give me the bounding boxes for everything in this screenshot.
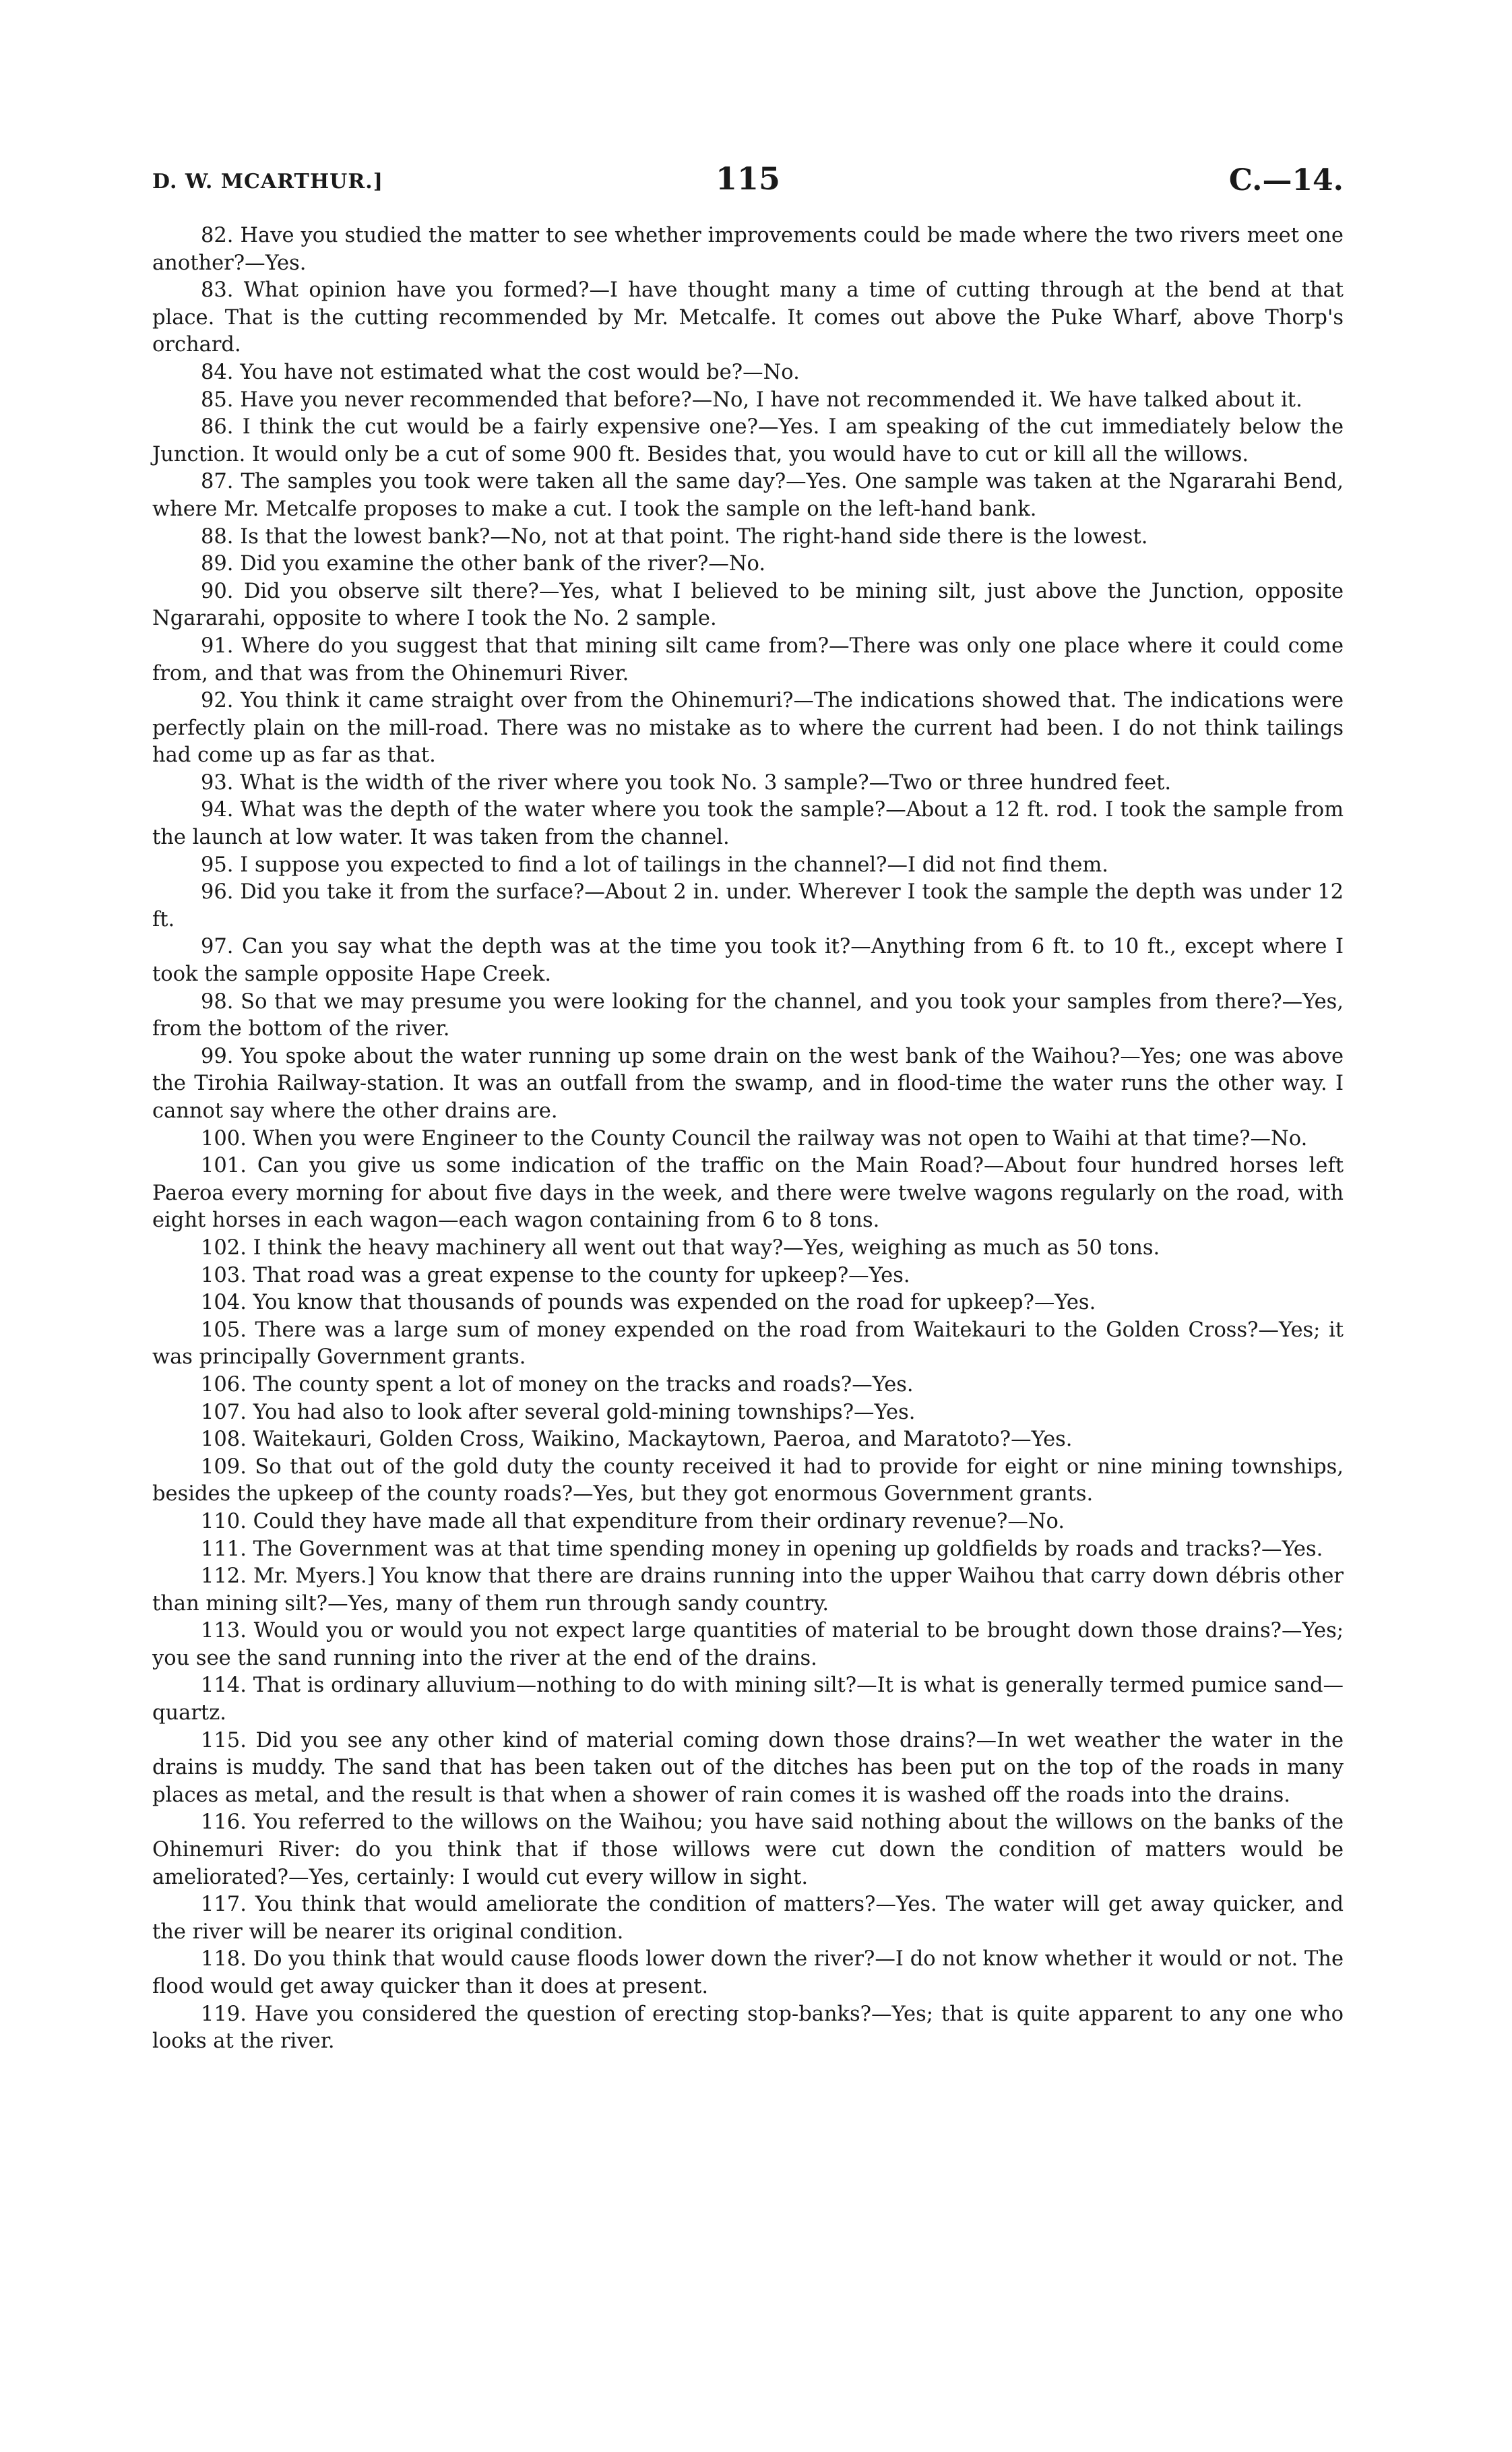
question-82: 82. Have you studied the matter to see whether improvements could be made where the two rivers meet one another?—Yes. bbox=[152, 224, 1344, 275]
question-87: 87. The samples you took were taken all the same day?—Yes. One sample was taken at the Ngararahi Bend, where Mr. Metcalfe proposes to make a cut. I took the sample on the left-hand bank. bbox=[152, 470, 1344, 521]
question-112: 112. Mr. Myers.] You know that there are drains running into the upper Waihou that carry down débris other than mining silt?—Yes, many of them run through sandy country. bbox=[152, 1564, 1344, 1616]
question-94: 94. What was the depth of the water where you took the sample?—About a 12 ft. rod. I took the sample from the launch at low water. It was taken from the channel. bbox=[152, 798, 1344, 850]
question-102: 102. I think the heavy machinery all went out that way?—Yes, weighing as much as 50 tons. bbox=[201, 1235, 1160, 1260]
question-85: 85. Have you never recommended that before?—No, I have not recommended it. We have talked about it. bbox=[201, 388, 1302, 412]
question-114: 114. That is ordinary alluvium—nothing to do with mining silt?—It is what is generally termed pumice sand—quartz. bbox=[152, 1674, 1344, 1725]
question-99: 99. You spoke about the water running up some drain on the west bank of the Waihou?—Yes; one was above the Tirohia Railway-station. It was an outfall from the swamp, and in flood-time the water runs the other way. I cannot say where the other drains are. bbox=[152, 1044, 1344, 1123]
question-105: 105. There was a large sum of money expended on the road from Waitekauri to the Golden Cross?—Yes; it was principally Government grants. bbox=[152, 1318, 1344, 1370]
question-88: 88. Is that the lowest bank?—No, not at that point. The right-hand side there is the lowest. bbox=[201, 524, 1148, 549]
question-107: 107. You had also to look after several gold-mining townships?—Yes. bbox=[201, 1400, 916, 1424]
question-98: 98. So that we may presume you were looking for the channel, and you took your samples from there?—Yes, from the bottom of the river. bbox=[152, 989, 1344, 1041]
question-104: 104. You know that thousands of pounds was expended on the road for upkeep?—Yes. bbox=[201, 1291, 1096, 1315]
question-96: 96. Did you take it from the surface?—About 2 in. under. Wherever I took the sample the depth was under 12 ft. bbox=[152, 880, 1344, 931]
question-103: 103. That road was a great expense to the county for upkeep?—Yes. bbox=[201, 1263, 910, 1287]
document-page bbox=[152, 0, 1344, 2452]
question-118: 118. Do you think that would cause floods lower down the river?—I do not know whether it would or not. The flood would get away quicker than it does at present. bbox=[152, 1947, 1344, 1998]
question-86: 86. I think the cut would be a fairly expensive one?—Yes. I am speaking of the cut immediately below the Junction. It would only be a cut of some 900 ft. Besides that, you would have to cut or kill all the willows. bbox=[152, 415, 1344, 466]
question-100: 100. When you were Engineer to the County Council the railway was not open to Waihi at that time?—No. bbox=[201, 1126, 1308, 1151]
question-117: 117. You think that would ameliorate the condition of matters?—Yes. The water will get away quicker, and the river will be nearer its original condition. bbox=[152, 1893, 1344, 1944]
question-91: 91. Where do you suggest that that mining silt came from?—There was only one place where it could come from, and that was from the Ohinemuri River. bbox=[152, 634, 1344, 685]
witness-name: D. W. MCARTHUR.] bbox=[152, 170, 383, 193]
question-115: 115. Did you see any other kind of material coming down those drains?—In wet weather the water in the drains is muddy. The sand that has been taken out of the ditches has been put on the top of the roads in many places as metal, and the result is that when a shower of rain comes it is washed off the roads into the drains. bbox=[152, 1728, 1344, 1807]
question-113: 113. Would you or would you not expect large quantities of material to be brought down those drains?—Yes; you see the sand running into the river at the end of the drains. bbox=[152, 1619, 1344, 1670]
question-92: 92. You think it came straight over from the Ohinemuri?—The indications showed that. The indications were perfectly plain on the mill-road. There was no mistake as to where the current had been. I do not think tailings had come up as far as that. bbox=[152, 689, 1344, 768]
question-111: 111. The Government was at that time spending money in opening up goldfields by roads and tracks?—Yes. bbox=[201, 1537, 1323, 1561]
testimony-body bbox=[152, 222, 1344, 2056]
page-number: 115 bbox=[715, 160, 781, 197]
question-93: 93. What is the width of the river where you took No. 3 sample?—Two or three hundred feet. bbox=[201, 770, 1172, 795]
document-reference: C.—14. bbox=[1228, 163, 1344, 197]
question-83: 83. What opinion have you formed?—I have thought many a time of cutting through at the bend at that place. That is the cutting recommended by Mr. Metcalfe. It comes out above the Puke Wharf, above Thorp's orchard. bbox=[152, 278, 1344, 357]
question-109: 109. So that out of the gold duty the county received it had to provide for eight or nine mining townships, besides the upkeep of the county roads?—Yes, but they got enormous Government grants. bbox=[152, 1454, 1344, 1506]
question-119: 119. Have you considered the question of erecting stop-banks?—Yes; that is quite apparent to any one who looks at the river. bbox=[152, 2002, 1344, 2054]
question-89: 89. Did you examine the other bank of the river?—No. bbox=[201, 552, 766, 576]
question-84: 84. You have not estimated what the cost would be?—No. bbox=[201, 360, 800, 384]
question-97: 97. Can you say what the depth was at the time you took it?—Anything from 6 ft. to 10 ft., except where I took the sample opposite Hape Creek. bbox=[152, 935, 1344, 987]
question-95: 95. I suppose you expected to find a lot of tailings in the channel?—I did not find them. bbox=[201, 853, 1109, 877]
question-106: 106. The county spent a lot of money on the tracks and roads?—Yes. bbox=[201, 1372, 914, 1397]
question-90: 90. Did you observe silt there?—Yes, what I believed to be mining silt, just above the Junction, opposite Ngararahi, opposite to where I took the No. 2 sample. bbox=[152, 579, 1344, 631]
question-101: 101. Can you give us some indication of the traffic on the Main Road?—About four hundred horses left Paeroa every morning for about five days in the week, and there were twelve wagons regularly on the road, with eight horses in each wagon—each wagon containing from 6 to 8 tons. bbox=[152, 1154, 1344, 1233]
question-116: 116. You referred to the willows on the Waihou; you have said nothing about the willows on the banks of the Ohinemuri River: do you think that if those willows were cut down the condition of matters would be ameliorated?—Yes, certainly: I would cut every willow in sight. bbox=[152, 1810, 1344, 1889]
question-108: 108. Waitekauri, Golden Cross, Waikino, Mackaytown, Paeroa, and Maratoto?—Yes. bbox=[201, 1428, 1073, 1452]
page-header bbox=[152, 160, 1344, 201]
question-110: 110. Could they have made all that expenditure from their ordinary revenue?—No. bbox=[201, 1509, 1065, 1533]
